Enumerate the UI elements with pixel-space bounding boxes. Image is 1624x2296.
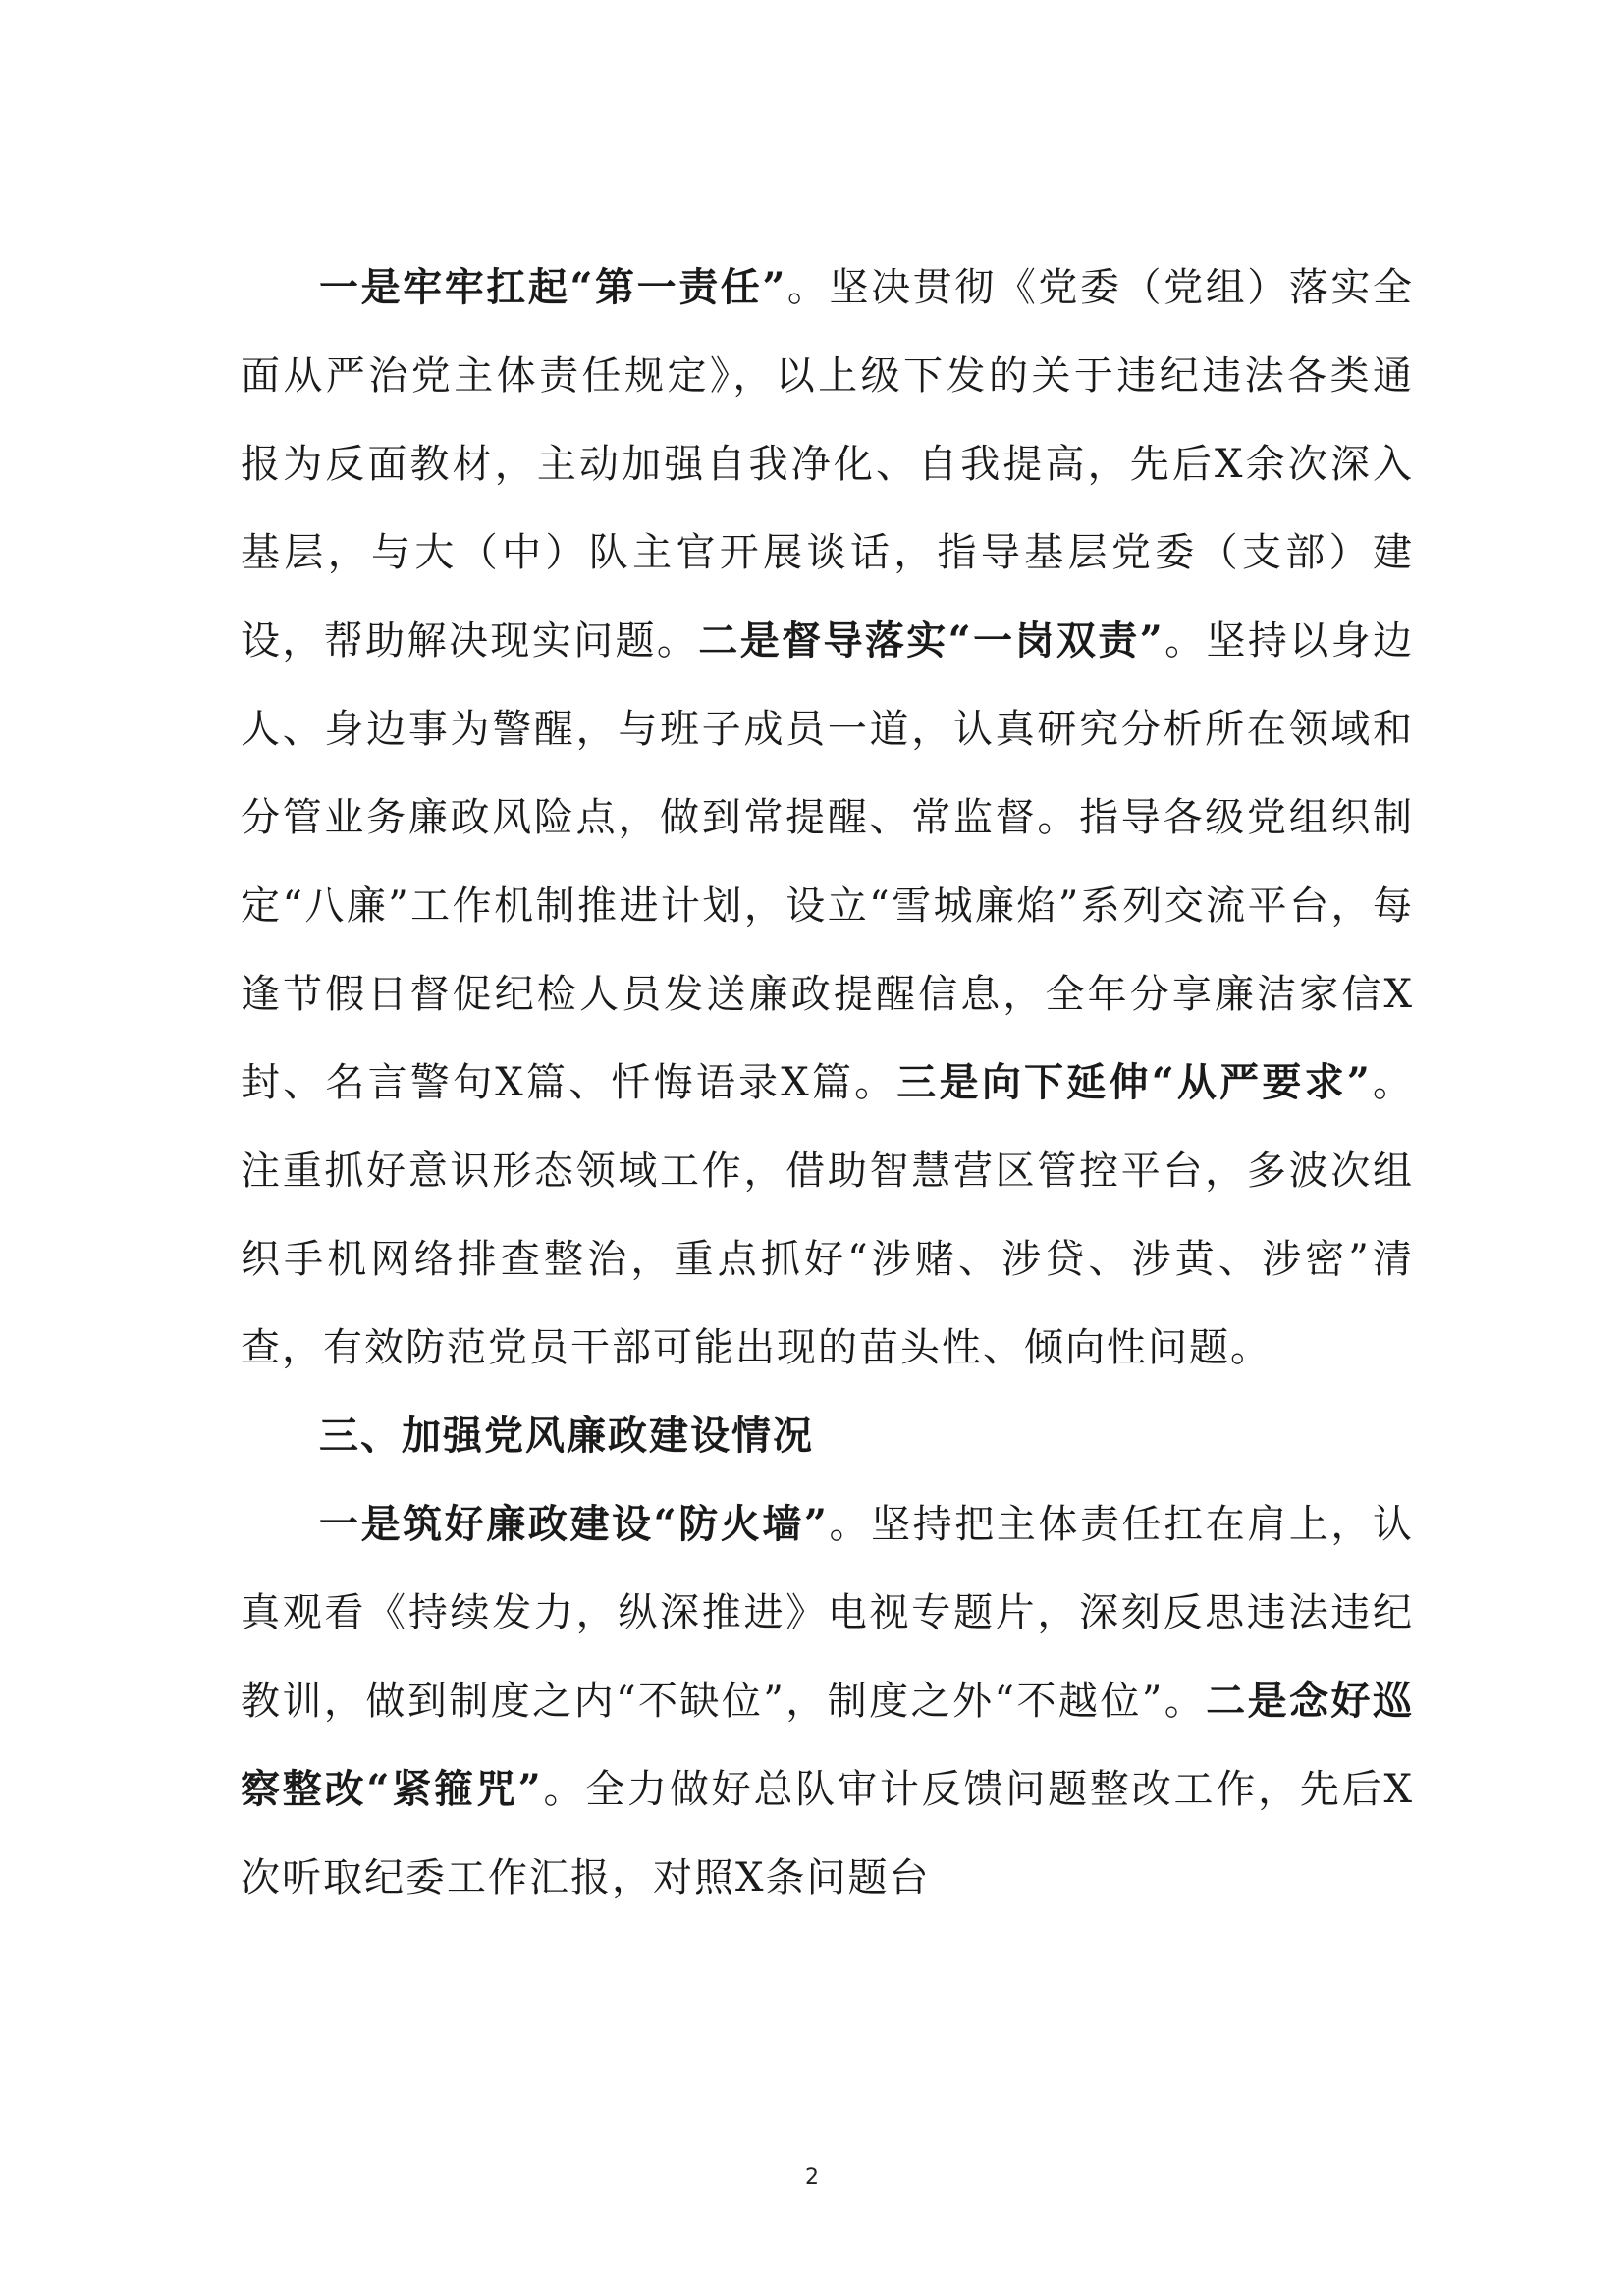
point-two-lead: 二是督导落实“一岗双责” — [698, 617, 1164, 664]
section-heading: 三、加强党风廉政建设情况 — [319, 1414, 814, 1459]
point-three-text: 。注重抓好意识形态领域工作，借助智慧营区管控平台，多波次组织手机网络排查整治，重点抓好“涉赌、涉贷、涉黄、涉密”清查，有效防范党员干部可能出现的苗头性、倾向性问题。 — [241, 1060, 1415, 1370]
point-three-lead: 三是向下延伸“从严要求” — [896, 1059, 1372, 1105]
point-one-text: 。坚决贯彻《党委（党组）落实全面从严治党主体责任规定》，以上级下发的关于违纪违法各类通报为反面教材，主动加强自我净化、自我提高，先后X余次深入基层，与大（中）队主官开展谈话，指导基层党委（支部）建设，帮助解决现实问题。 — [241, 265, 1415, 664]
document-body — [241, 243, 1414, 1922]
integrity-point-two-lead: 二是念好巡察整改“紧箍咒” — [241, 1678, 1415, 1812]
integrity-point-one-lead: 一是筑好廉政建设“防火墙” — [319, 1501, 829, 1547]
page-number: 2 — [805, 2165, 819, 2190]
integrity-point-two-text: 。全力做好总队审计反馈问题整改工作，先后X次听取纪委工作汇报，对照X条问题台 — [241, 1767, 1414, 1900]
point-two-text: 。坚持以身边人、身边事为警醒，与班子成员一道，认真研究分析所在领域和分管业务廉政风险点，做到常提醒、常监督。指导各级党组织制定“八廉”工作机制推进计划，设立“雪城廉焰”系列交流平台，每逢节假日督促纪检人员发送廉政提醒信息，全年分享廉洁家信X封、名言警句X篇、忏悔语录X篇。 — [241, 618, 1415, 1105]
point-one-lead: 一是牢牢扛起“第一责任” — [319, 264, 787, 310]
paragraph-integrity — [241, 1480, 1414, 1922]
integrity-point-one-text: 。坚持把主体责任扛在肩上，认真观看《持续发力，纵深推进》电视专题片，深刻反思违法违纪教训，做到制度之内“不缺位”，制度之外“不越位”。 — [241, 1502, 1415, 1724]
paragraph-responsibility — [241, 243, 1414, 1392]
